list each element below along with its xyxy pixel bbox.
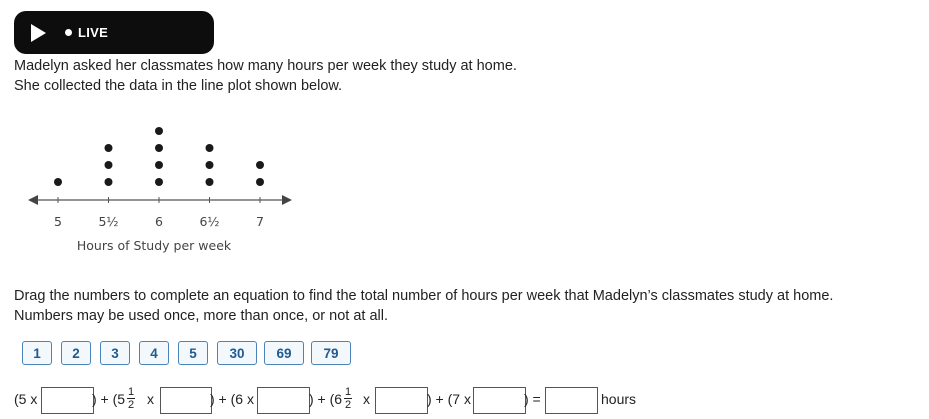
- live-player-bar[interactable]: [14, 11, 214, 54]
- line-plot: [20, 118, 310, 263]
- tick-label: 6: [155, 214, 163, 229]
- data-dot: [54, 178, 62, 186]
- axis-right-arrow-icon: [282, 195, 292, 205]
- answer-box-3[interactable]: [257, 387, 310, 414]
- number-tile[interactable]: 4: [139, 341, 169, 365]
- equation-text: ) + (5: [92, 391, 126, 407]
- answer-box-1[interactable]: [41, 387, 94, 414]
- equation-text: x: [363, 391, 370, 407]
- fraction-half: 1 2: [127, 386, 135, 411]
- equation-text: ) + (6 x: [210, 391, 254, 407]
- data-dot: [206, 178, 214, 186]
- answer-box-total[interactable]: [545, 387, 598, 414]
- data-dot: [256, 161, 264, 169]
- number-tile[interactable]: 3: [100, 341, 130, 365]
- answer-box-2[interactable]: [160, 387, 212, 414]
- data-dot: [155, 161, 163, 169]
- live-label: LIVE: [78, 25, 109, 40]
- data-dot: [256, 178, 264, 186]
- tick-label: 5: [54, 214, 62, 229]
- equation-row: [14, 386, 914, 416]
- hours-unit-label: hours: [601, 391, 637, 407]
- live-indicator-dot: [65, 29, 72, 36]
- data-dot: [155, 127, 163, 135]
- data-dot: [206, 161, 214, 169]
- tick-label: 5½: [98, 214, 119, 229]
- equation-text: (5 x: [14, 391, 38, 407]
- equation-text: ) + (6: [309, 391, 343, 407]
- tick-label: 7: [256, 214, 264, 229]
- axis-left-arrow-icon: [28, 195, 38, 205]
- question-intro-line2: She collected the data in the line plot shown below.: [14, 78, 343, 94]
- x-axis-label: Hours of Study per week: [76, 238, 232, 253]
- equation-text: x: [147, 391, 154, 407]
- data-dot: [105, 178, 113, 186]
- data-dot: [155, 178, 163, 186]
- number-tile[interactable]: 2: [61, 341, 91, 365]
- equation-text: ) + (7 x: [427, 391, 471, 407]
- answer-box-5[interactable]: [473, 387, 526, 414]
- instruction-line1: Drag the numbers to complete an equation to find the total number of hours per week that Madelyn’s classmates study at home.: [14, 288, 834, 304]
- number-tile[interactable]: 79: [311, 341, 351, 365]
- data-dot: [105, 144, 113, 152]
- data-dot: [206, 144, 214, 152]
- number-tile[interactable]: 30: [217, 341, 257, 365]
- instruction-line2: Numbers may be used once, more than once, or not at all.: [14, 308, 388, 324]
- equation-text: ) =: [524, 391, 541, 407]
- data-dot: [155, 144, 163, 152]
- data-dot: [105, 161, 113, 169]
- answer-box-4[interactable]: [375, 387, 428, 414]
- number-tile[interactable]: 1: [22, 341, 52, 365]
- number-tile[interactable]: 5: [178, 341, 208, 365]
- play-icon[interactable]: [31, 24, 46, 42]
- fraction-half: 1 2: [344, 386, 352, 411]
- question-intro-line1: Madelyn asked her classmates how many hours per week they study at home.: [14, 58, 517, 74]
- number-tile[interactable]: 69: [264, 341, 304, 365]
- tick-label: 6½: [199, 214, 220, 229]
